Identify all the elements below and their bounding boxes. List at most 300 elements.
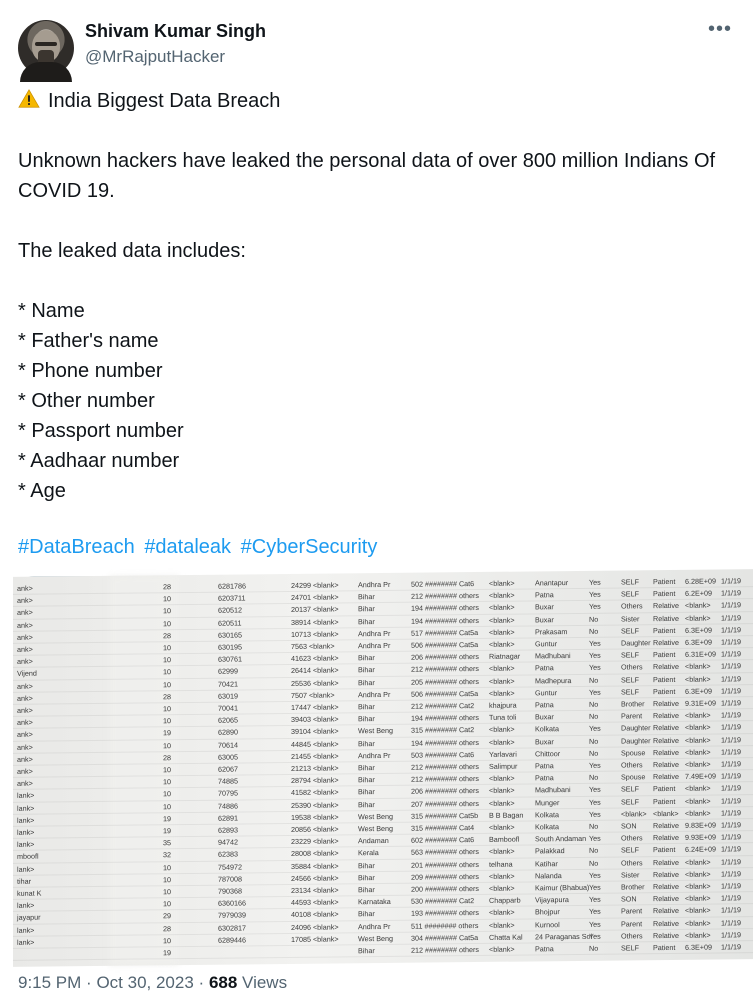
spreadsheet-cell: Madhubani [535,785,571,795]
spreadsheet-cell: tihar [17,876,31,886]
spreadsheet-cell: Relative [653,857,679,867]
author-display-name[interactable]: Shivam Kumar Singh [85,21,267,41]
spreadsheet-cell: 39104 <blank> [291,726,339,737]
spreadsheet-cell: Relative [653,869,679,879]
spreadsheet-cell: 212 ######## others [411,774,479,784]
spreadsheet-cell: ank> [17,742,33,752]
spreadsheet-cell: 530 ######## Cat2 [411,896,475,906]
spreadsheet-cell: 6.2E+09 [685,588,712,599]
spreadsheet-cell: 1/1/19 [721,893,741,903]
spreadsheet-cell: 1/1/19 [721,795,741,806]
spreadsheet-cell: 9.93E+09 [685,832,716,843]
spreadsheet-cell: 212 ######## others [411,761,479,772]
spreadsheet-cell: 19 [163,814,171,824]
spreadsheet-cell: Guntur [535,639,557,649]
spreadsheet-cell: 94742 [218,837,238,847]
spreadsheet-cell: Yes [589,907,601,917]
spreadsheet-cell: Patient [653,576,676,587]
spreadsheet-cell: Andhra Pr [358,750,391,761]
spreadsheet-cell: ank> [17,717,33,728]
spreadsheet-cell: 620512 [218,605,242,616]
spreadsheet-cell: 1/1/19 [721,881,741,891]
spreadsheet-cell: 563 ######## others [411,847,479,858]
spreadsheet-cell: <blank> [653,808,679,818]
spreadsheet-cell: Salimpur [489,761,518,771]
spreadsheet-cell: 10 [163,618,171,628]
tweet-paragraph: Unknown hackers have leaked the personal data of over 800 million Indians Of COVID 19. [18,150,716,202]
spreadsheet-cell: telhana [489,859,513,869]
spreadsheet-cell: <blank> [685,783,711,794]
spreadsheet-cell: <blank> [489,920,515,930]
spreadsheet-cell: Relative [653,820,679,831]
spreadsheet-cell: Bihar [358,702,375,712]
spreadsheet-cell: 6281786 [218,581,246,591]
spreadsheet-cell: Patient [653,845,676,855]
spreadsheet-cell: ank> [17,754,33,764]
spreadsheet-cell: 1/1/19 [721,600,741,610]
spreadsheet-cell: Patna [535,761,554,771]
spreadsheet-cell: Yes [589,577,601,587]
spreadsheet-cell: 212 ######## Cat2 [411,701,475,711]
spreadsheet-cell: 10 [163,899,171,909]
spreadsheet-cell: No [589,711,599,722]
spreadsheet-cell: 1/1/19 [721,747,741,757]
spreadsheet-cell: Patna [535,663,554,673]
list-item: * Name [18,300,85,322]
spreadsheet-cell: 62065 [218,715,238,725]
spreadsheet-cell: <blank> [489,944,515,954]
spreadsheet-cell: 194 ######## others [411,713,479,723]
spreadsheet-cell: No [589,675,599,685]
spreadsheet-cell: Bihar [358,946,375,956]
spreadsheet-cell: <blank> [489,908,515,918]
spacer [18,206,732,236]
spreadsheet-cell: lank> [17,803,35,813]
avatar-shoulders [20,62,72,82]
spreadsheet-cell: 19 [163,948,171,958]
spreadsheet-cell: 6.31E+09 [685,649,716,660]
spreadsheet-cell: Kaimur (Bhabua) [535,882,590,893]
spreadsheet-cell: Bihar [358,799,375,809]
spreadsheet-cell: 19 [163,826,171,836]
spreadsheet-cell: Katihar [535,858,558,869]
spreadsheet-cell: Andhra Pr [358,689,391,700]
spreadsheet-cell: 10 [163,679,171,689]
spreadsheet-cell: Patient [653,589,676,599]
spreadsheet-cell: Relative [653,894,679,904]
warning-icon [18,88,40,110]
spreadsheet-cell: Yes [589,650,601,661]
spreadsheet-cell: 1/1/19 [721,612,741,623]
spreadsheet-cell: Bhojpur [535,907,560,917]
spreadsheet-cell: 9.31E+09 [685,698,716,708]
tweet-title: India Biggest Data Breach [48,90,281,112]
spreadsheet-cell: 212 ######## others [411,664,479,675]
spreadsheet-cell: No [589,772,599,783]
spreadsheet-cell: Andaman [358,836,389,846]
spreadsheet-cell: Others [621,601,643,611]
list-item: * Other number [18,390,155,412]
spreadsheet-cell: 630761 [218,654,242,664]
spreadsheet-cell: 10 [163,875,171,885]
spreadsheet-cell [17,949,77,950]
spreadsheet-cell: 206 ######## others [411,652,479,662]
spreadsheet-cell: 511 ######## others [411,920,479,931]
spreadsheet-cell: Relative [653,662,679,672]
spreadsheet-cell: 194 ######## others [411,737,479,748]
spreadsheet-cell: 630195 [218,642,242,652]
spreadsheet-cell: 1/1/19 [721,856,741,867]
spreadsheet-cell: <blank> [685,661,711,672]
spreadsheet-cell: Bihar [358,653,375,663]
spreadsheet-cell: Yes [589,589,601,600]
spreadsheet-cell: 10 [163,740,171,750]
spreadsheet-cell: 40108 <blank> [291,909,339,920]
spreadsheet-cell: <blank> [489,737,515,747]
spreadsheet-cell: 21213 <blank> [291,763,339,773]
spreadsheet-cell: <blank> [685,674,711,684]
spreadsheet-cell: Bihar [358,763,375,773]
tweet-meta [18,972,287,994]
spreadsheet-cell: Bihar [358,885,375,895]
spreadsheet-cell: <blank> [685,722,711,733]
spreadsheet-cell: No [589,846,599,856]
spreadsheet-cell: SELF [621,943,639,953]
spreadsheet-cell: <blank> [489,676,515,686]
spreadsheet-cell: 506 ######## Cat5a [411,688,479,699]
spreadsheet-cell: Madhubani [535,651,571,661]
spreadsheet-cell: 1/1/19 [721,917,741,928]
spreadsheet-cell: 1/1/19 [721,588,741,598]
spreadsheet-cell: <blank> [489,627,515,637]
spreadsheet-cell: Vijend [17,669,37,679]
spreadsheet-cell: Yes [589,882,601,892]
spreadsheet-cell: Kolkata [535,822,559,832]
spreadsheet-cell: ank> [17,693,33,703]
spreadsheet-cell: <blank> [685,893,711,904]
spreadsheet-cell: 24 Paraganas Sol [535,931,593,942]
spreadsheet-cell: 1/1/19 [721,759,741,769]
spreadsheet-cell: Relative [653,637,679,648]
spreadsheet-cell: SELF [621,674,639,685]
spreadsheet-cell: <blank> [489,664,515,674]
spreadsheet-cell: SELF [621,577,639,587]
spreadsheet-cell: 517 ######## Cat5a [411,627,479,638]
spreadsheet-cell: Patient [653,796,676,806]
hashtag-dataleak[interactable]: #dataleak [144,536,232,558]
spreadsheet-cell: Patient [653,784,676,794]
spreadsheet-cell: 10 [163,862,171,872]
spreadsheet-cell: Others [621,833,643,843]
spreadsheet-cell: 63019 [218,691,238,701]
spreadsheet-cell: Chatta Kal [489,932,523,942]
spreadsheet-cell: 7.49E+09 [685,771,716,782]
spreadsheet-cell: 28 [163,692,171,702]
spreadsheet-cell: lank> [17,815,35,825]
spreadsheet-cell: <blank> [685,759,711,769]
spreadsheet-cell: 62891 [218,813,238,823]
spreadsheet-cell: 10 [163,606,171,616]
spreadsheet-cell: 6203711 [218,593,246,603]
more-horizontal-icon[interactable]: ••• [707,18,732,40]
spreadsheet-cell: 10 [163,801,171,811]
spreadsheet-cell: 10713 <blank> [291,629,339,639]
spreadsheet-cell: Bamboofl [489,834,520,845]
spreadsheet-cell: <blank> [685,905,711,916]
spreadsheet-cell: 70614 [218,740,238,750]
spreadsheet-cell: <blank> [489,590,515,601]
spreadsheet-cell: 19538 <blank> [291,812,339,822]
spreadsheet-cell: <blank> [489,847,515,857]
spreadsheet-cell: Chapparb [489,895,521,906]
spreadsheet-cell: 28008 <blank> [291,848,339,859]
spreadsheet-cell: 7507 <blank> [291,690,335,700]
spreadsheet-cell: Bihar [358,909,375,919]
spreadsheet-cell: <blank> [621,809,647,819]
spreadsheet-cell: ank> [17,608,33,618]
spreadsheet-cell: ank> [17,656,33,667]
spreadsheet-cell: Buxar [535,736,554,747]
spreadsheet-cell: B B Bagan [489,810,524,820]
spreadsheet-cell: Buxar [535,614,554,625]
spreadsheet-cell: <blank> [685,747,711,757]
spreadsheet-cell: Relative [653,833,679,843]
spreadsheet-cell: ank> [17,705,33,715]
spreadsheet-cell: Bihar [358,872,375,883]
spreadsheet-cell: 200 ######## others [411,883,479,894]
avatar[interactable] [18,20,74,76]
spreadsheet-cell: 6289446 [218,935,246,945]
spreadsheet-cell: lank> [17,925,35,935]
spreadsheet-cell: 24566 <blank> [291,873,339,883]
spreadsheet-cell: 790368 [218,886,242,896]
spreadsheet-cell: 754972 [218,862,242,872]
views-label: Views [242,973,288,992]
spreadsheet-cell: 21455 <blank> [291,751,339,761]
views-count: 688 [208,973,238,992]
spreadsheet-cell: Vijayapura [535,895,569,905]
spreadsheet-cell: 24299 <blank> [291,580,339,590]
spreadsheet-cell: 26414 <blank> [291,665,339,676]
spreadsheet-cell: 10 [163,936,171,946]
spreadsheet-cell: Sister [621,613,640,624]
spreadsheet-cell: South Andaman [535,834,587,844]
spreadsheet-cell: 1/1/19 [721,698,741,708]
spreadsheet-cell: <blank> [685,881,711,891]
spreadsheet-cell: 35 [163,838,171,848]
spreadsheet-cell: 38914 <blank> [291,617,339,627]
hashtag-cybersecurity[interactable]: #CyberSecurity [240,536,378,558]
spreadsheet-cell: Relative [653,772,679,782]
author-handle[interactable]: @MrRajputHacker [85,47,226,66]
spreadsheet-cell: 10 [163,655,171,665]
spreadsheet-cell: 1/1/19 [721,942,741,952]
spreadsheet-cell: West Beng [358,823,394,834]
spreadsheet-cell: ank> [17,681,33,691]
spreadsheet-cell: 63005 [218,752,238,762]
spreadsheet-cell: SON [621,821,637,831]
spreadsheet-cell: Yes [589,638,601,648]
spreadsheet-cell: Patna [535,944,554,954]
spreadsheet-cell: ank> [17,583,33,593]
spreadsheet-cell: West Beng [358,811,394,822]
list-item: * Father's name [18,330,159,352]
spreadsheet-cell: 201 ######## others [411,859,479,870]
spreadsheet-cell: <blank> [685,869,711,879]
spreadsheet-cell: Kerala [358,848,379,858]
spreadsheet-cell: 6360166 [218,898,246,908]
spreadsheet-cell: ank> [17,595,33,606]
spreadsheet-cell: 23229 <blank> [291,836,339,847]
spreadsheet-cell: Riatnagar [489,651,521,662]
tweet-time[interactable]: 9:15 PM [18,973,82,992]
spreadsheet-cell: 10 [163,704,171,714]
spreadsheet-cell: <blank> [685,918,711,928]
spreadsheet-cell: 1/1/19 [721,808,741,818]
spreadsheet-cell: Karnataka [358,897,391,907]
spreadsheet-cell: 6.3E+09 [685,942,712,952]
meta-separator: · [198,973,205,992]
spreadsheet-cell: <blank> [489,578,515,588]
spreadsheet-cell: 25390 <blank> [291,800,339,810]
spreadsheet-cell: Relative [653,759,679,770]
spreadsheet-cell: Yes [589,663,601,673]
spreadsheet-cell: 209 ######## others [411,871,479,882]
spreadsheet-cell: Bihar [358,665,375,675]
spreadsheet-cell: 70795 [218,788,238,799]
spreadsheet-cell: Bihar [358,604,375,614]
spreadsheet-cell: 20137 <blank> [291,604,339,615]
spreadsheet-cell: 44593 <blank> [291,897,339,908]
spreadsheet-cell: 62067 [218,764,238,774]
spreadsheet-cell: 212 ######## others [411,944,479,955]
hashtag-databreach[interactable]: #DataBreach [18,536,135,558]
tweet-media-photo[interactable] [17,576,741,958]
spreadsheet-cell: 35884 <blank> [291,861,339,871]
spreadsheet-cell: Sister [621,870,640,880]
spreadsheet-cell: Bihar [358,592,375,602]
spreadsheet-cell: <blank> [685,808,711,818]
spreadsheet-cell: Buxar [535,602,554,612]
spreadsheet-cell: Patna [535,700,554,710]
tweet-date[interactable]: Oct 30, 2023 [96,973,194,992]
spreadsheet-cell: Kolkata [535,809,559,820]
spreadsheet-cell: 194 ######## others [411,603,479,614]
spreadsheet-cell: 62893 [218,825,238,835]
spreadsheet-cell: SELF [621,650,639,660]
spreadsheet-cell: 6302817 [218,923,246,933]
spreadsheet-cell: Spouse [621,748,646,758]
spreadsheet-cell: Daughter [621,638,651,648]
spreadsheet-cell [291,946,355,947]
spreadsheet-cell: 24096 <blank> [291,922,339,932]
tweet-intro: The leaked data includes: [18,240,246,262]
spreadsheet-cell: Brother [621,699,645,709]
spreadsheet-cell: No [589,821,599,831]
spreadsheet-cell: No [589,943,599,953]
spreadsheet-cell: 194 ######## others [411,615,479,626]
spreadsheet-cell: Others [621,662,643,672]
spreadsheet-cell: <blank> [489,688,515,698]
spreadsheet-cell: <blank> [685,710,711,721]
spreadsheet-cell: 62383 [218,849,238,860]
spreadsheet-cell: Yes [589,894,601,905]
spreadsheet-cell: ank> [17,730,33,740]
spreadsheet-cell: <blank> [489,786,515,796]
spreadsheet-cell: 206 ######## others [411,786,479,797]
spreadsheet-cell: 503 ######## Cat6 [411,749,475,760]
spreadsheet-cell: 205 ######## others [411,676,479,687]
spreadsheet-cell: 10 [163,643,171,653]
spreadsheet-cell: No [589,614,599,624]
spreadsheet-cell: Brother [621,882,645,892]
spreadsheet-cell: Andhra Pr [358,640,391,651]
spreadsheet-cell: Andhra Pr [358,921,391,931]
spreadsheet-cell: Relative [653,613,679,623]
spreadsheet-cell: Chittoor [535,748,561,759]
spreadsheet-cell: 602 ######## Cat6 [411,835,475,845]
spreadsheet-cell: 6.3E+09 [685,625,712,635]
spreadsheet-cell: 10 [163,777,171,787]
spreadsheet-cell: Patient [653,650,676,660]
spreadsheet-cell: Patient [653,625,676,635]
spreadsheet-cell: Madhepura [535,675,572,686]
spreadsheet-cell: Patna [535,590,554,600]
spreadsheet-cell: Parent [621,711,643,721]
spreadsheet-cell: No [589,736,599,746]
spreadsheet-cell: 193 ######## others [411,908,479,919]
spreadsheet-cell: 24701 <blank> [291,592,339,603]
spreadsheet-cell: <blank> [489,822,515,832]
spreadsheet-cell: Yes [589,785,601,795]
spreadsheet-cell: 1/1/19 [721,869,741,879]
spreadsheet-cell: West Beng [358,933,394,944]
spreadsheet-cell: 630165 [218,630,242,640]
spreadsheet-cell: <blank> [685,613,711,623]
spreadsheet-cell: <blank> [489,871,515,881]
spreadsheet-cell: 7563 <blank> [291,641,335,651]
spreadsheet-cell: Relative [653,601,679,611]
spreadsheet-cell: SELF [621,784,639,794]
spreadsheet-cell: Patna [535,773,554,783]
spreadsheet-cell: 1/1/19 [721,661,741,671]
spreadsheet-cell: Relative [653,906,679,916]
spreadsheet-cell: Andhra Pr [358,579,391,590]
spreadsheet-cell: Bihar [358,616,375,626]
list-item: * Age [18,480,66,502]
spreadsheet-cell: 1/1/19 [721,771,741,781]
spreadsheet-cell: mboofl [17,851,39,862]
spreadsheet-cell: <blank> [489,639,515,649]
spreadsheet-cell: 6.24E+09 [685,844,716,855]
spreadsheet-cell: 1/1/19 [721,686,741,696]
spreadsheet-cell: 74885 [218,776,238,786]
spreadsheet-cell: <blank> [685,930,711,940]
spreadsheet-cell: lank> [17,839,35,850]
spreadsheet-cell: Relative [653,881,679,892]
list-item: * Aadhaar number [18,450,180,472]
spreadsheet-cell: 25536 <blank> [291,678,339,688]
spacer [18,116,732,146]
spreadsheet-cell: Yes [589,931,601,941]
spreadsheet-cell: Spouse [621,772,646,782]
spreadsheet-cell: 10 [163,887,171,897]
spreadsheet-cell: Bihar [358,775,375,785]
spreadsheet-cell: 7979039 [218,910,246,921]
spreadsheet-cell: Relative [653,711,679,721]
spreadsheet-cell: Patient [653,674,676,684]
spreadsheet-cell: Munger [535,797,560,808]
